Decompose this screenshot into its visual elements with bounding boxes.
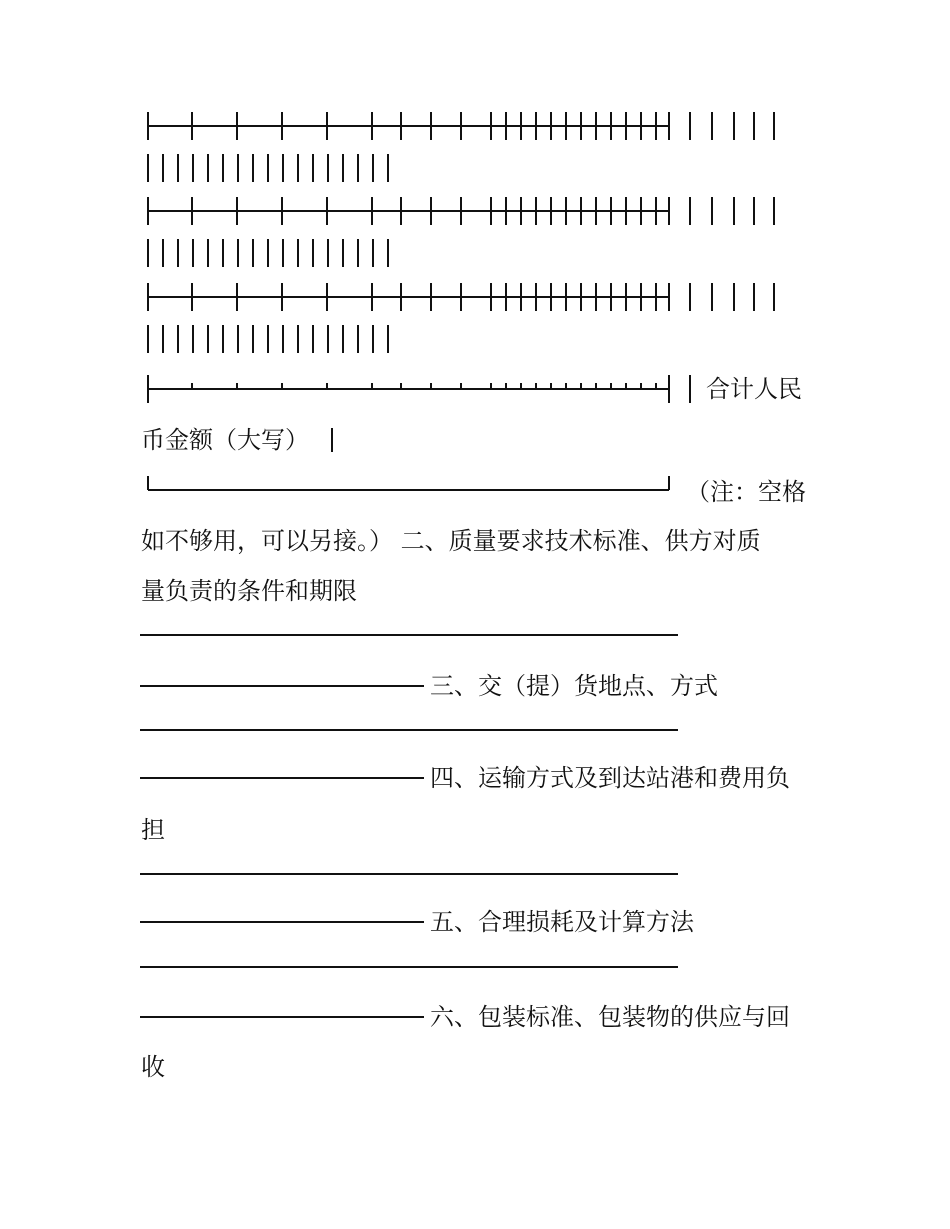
- section-5-blank-line-2[interactable]: [140, 1016, 424, 1018]
- section-5-heading: 五、合理损耗及计算方法: [430, 908, 694, 936]
- note-and-section-2: 如不够用，可以另接。） 二、质量要求技术标准、供方对质: [141, 527, 761, 555]
- section-2-blank-line-2[interactable]: [140, 685, 424, 687]
- section-2-continued: 量负责的条件和期限: [141, 577, 357, 605]
- section-4-blank-line-2[interactable]: [140, 921, 424, 923]
- section-3-heading: 三、交（提）货地点、方式: [430, 672, 718, 700]
- section-4-blank-line[interactable]: [140, 873, 678, 875]
- section-4-heading: 四、运输方式及到达站港和费用负: [430, 764, 790, 792]
- note-label: （注：空格: [686, 478, 806, 506]
- section-4-continued: 担: [141, 816, 165, 844]
- section-3-blank-line-2[interactable]: [140, 777, 424, 779]
- section-5-blank-line[interactable]: [140, 966, 678, 968]
- section-2-blank-line[interactable]: [140, 634, 678, 636]
- section-3-blank-line[interactable]: [140, 729, 678, 731]
- total-label-2: 币金额（大写）: [141, 426, 309, 454]
- section-6-continued: 收: [141, 1053, 165, 1081]
- total-label-1: 合计人民: [706, 375, 802, 403]
- section-6-heading: 六、包装标准、包装物的供应与回: [430, 1003, 790, 1031]
